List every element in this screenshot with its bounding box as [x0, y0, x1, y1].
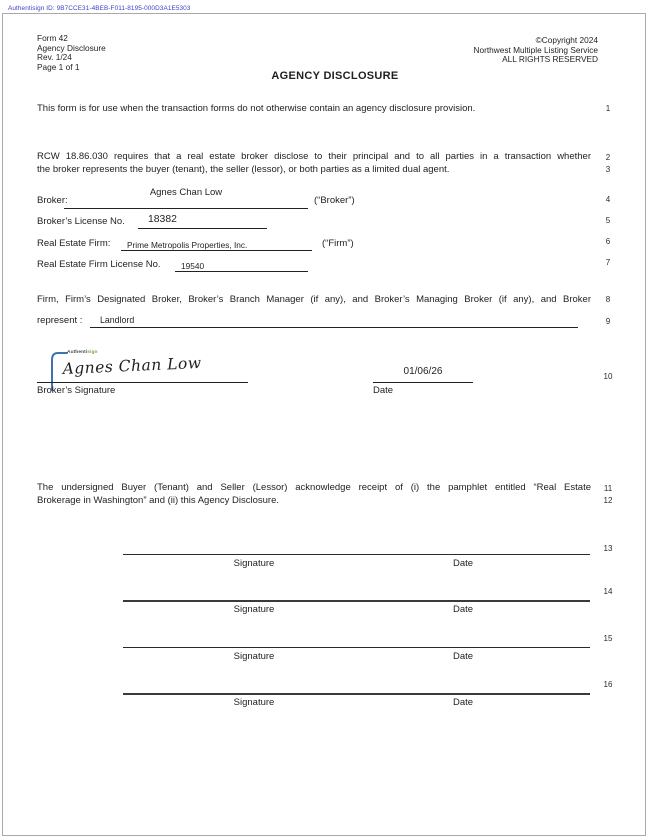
line-number: 11	[603, 484, 613, 493]
stamp-brand-prefix: Authenti	[67, 350, 88, 355]
copyright-owner: Northwest Multiple Listing Service	[473, 44, 598, 55]
signature-date-caption: Date	[373, 385, 394, 396]
firm-value: Prime Metropolis Properties, Inc.	[127, 240, 248, 250]
party-signature-line[interactable]	[123, 693, 590, 695]
party-signature-line[interactable]	[123, 600, 590, 602]
copyright-line: ©Copyright 2024	[535, 35, 598, 45]
line-number: 9	[605, 317, 611, 326]
party-signature-caption: Signature	[233, 651, 275, 662]
broker-label: Broker:	[37, 195, 68, 206]
paragraph-rcw-line2: the broker represents the buyer (tenant), the seller (lessor), or both parties as a limited dual agent.	[37, 163, 450, 175]
paragraph-acknowledge-line2: Brokerage in Washington” and (ii) this Agency Disclosure.	[37, 494, 280, 506]
page-title: AGENCY DISCLOSURE	[271, 70, 399, 82]
form-number: Form 42	[37, 33, 68, 43]
broker-signature-script[interactable]: Agnes Chan Low	[62, 353, 202, 378]
firm-label: Real Estate Firm:	[37, 237, 111, 249]
stamp-brand-suffix: sign	[87, 350, 98, 355]
party-signature-caption: Signature	[233, 604, 275, 615]
broker-signature-caption: Broker’s Signature	[37, 385, 116, 396]
line-number: 6	[605, 237, 611, 246]
line-number: 10	[603, 372, 613, 381]
line-number: 15	[603, 634, 613, 643]
line-number: 14	[603, 587, 613, 596]
broker-license-field-line[interactable]	[138, 228, 267, 229]
line-number: 16	[603, 680, 613, 689]
paragraph-rcw-line1: RCW 18.86.030 requires that a real estate broker disclose to their principal and to all parties in a transaction whether	[37, 151, 591, 162]
line-number: 8	[605, 295, 611, 304]
line-number: 3	[605, 165, 611, 174]
line-number: 7	[605, 258, 611, 267]
form-meta-block	[37, 34, 106, 73]
form-page-count: Page 1 of 1	[37, 62, 80, 73]
paragraph-represent-line1: Firm, Firm’s Designated Broker, Broker’s Branch Manager (if any), and Broker’s Managing Broker (if any), and Broker	[37, 294, 591, 305]
line-number: 5	[605, 216, 611, 225]
broker-field-line[interactable]	[64, 208, 308, 209]
firm-suffix: (“Firm”)	[322, 237, 354, 249]
broker-signature-line[interactable]	[37, 382, 248, 383]
broker-license-value: 18382	[148, 213, 177, 225]
authentisign-id: Authentisign ID: 9B7CCE31-4BEB-F011-8195-000D3A1E5303	[8, 5, 191, 12]
signature-date-value[interactable]: 01/06/26	[403, 366, 443, 377]
firm-license-value: 19540	[181, 261, 205, 271]
broker-name-value: Agnes Chan Low	[149, 186, 223, 198]
represent-label: represent :	[37, 315, 83, 326]
represent-field-line[interactable]	[90, 327, 578, 328]
signature-date-line[interactable]	[373, 382, 473, 383]
party-signature-caption: Signature	[233, 697, 275, 708]
form-revision: Rev. 1/24	[37, 52, 72, 63]
page-border	[2, 13, 646, 836]
broker-suffix: (“Broker”)	[314, 195, 355, 206]
form-name: Agency Disclosure	[37, 42, 106, 53]
represent-value: Landlord	[100, 315, 135, 325]
party-date-caption: Date	[452, 558, 474, 569]
party-signature-line[interactable]	[123, 554, 590, 555]
paragraph-acknowledge-line1: The undersigned Buyer (Tenant) and Seller (Lessor) acknowledge receipt of (i) the pamphlet entitled “Real Estate	[37, 482, 591, 493]
firm-field-line[interactable]	[121, 250, 312, 251]
party-signature-line[interactable]	[123, 647, 590, 648]
line-number: 1	[605, 104, 611, 113]
copyright-block	[473, 36, 598, 65]
line-number: 4	[605, 195, 611, 204]
copyright-rights: ALL RIGHTS RESERVED	[502, 54, 598, 65]
line-number: 12	[603, 496, 613, 505]
broker-license-label: Broker’s License No.	[37, 216, 125, 227]
line-number: 13	[603, 544, 613, 553]
line-number: 2	[605, 153, 611, 162]
party-date-caption: Date	[452, 651, 474, 662]
party-signature-caption: Signature	[233, 558, 275, 569]
authentisign-stamp-brand	[67, 350, 98, 355]
party-date-caption: Date	[452, 697, 474, 708]
firm-license-label: Real Estate Firm License No.	[37, 259, 161, 270]
paragraph-purpose: This form is for use when the transaction forms do not otherwise contain an agency disclosure provision.	[37, 103, 476, 114]
party-date-caption: Date	[452, 604, 474, 615]
firm-license-field-line[interactable]	[175, 271, 308, 272]
